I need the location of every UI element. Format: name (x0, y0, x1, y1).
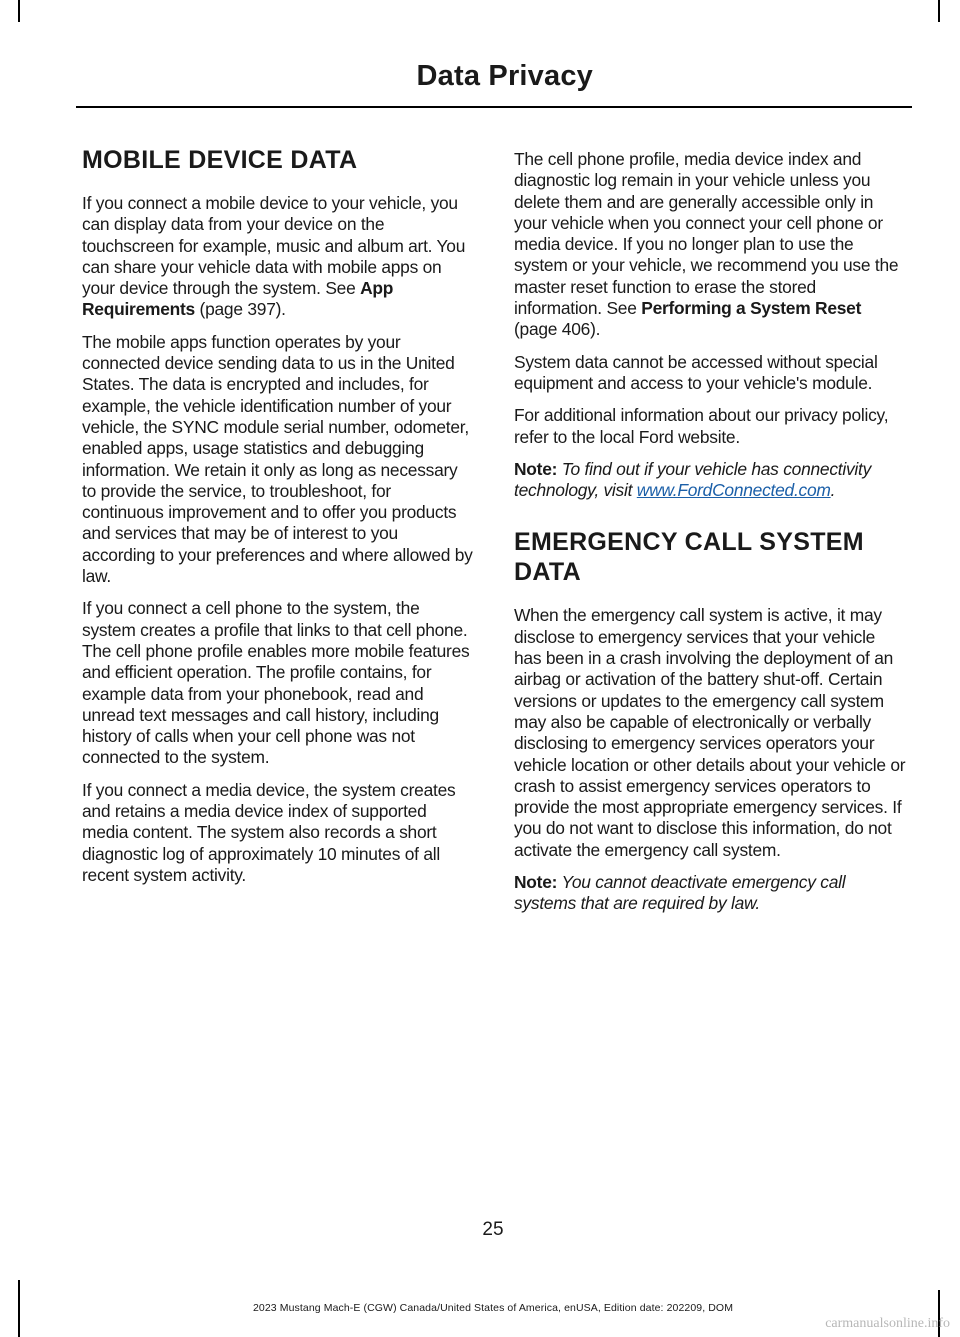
edition-footer: 2023 Mustang Mach-E (CGW) Canada/United States of America, enUSA, Edition date: 202209, DOM (252, 1302, 734, 1314)
heading-line: EMERGENCY CALL SYSTEM (514, 528, 864, 557)
paragraph-text: The cell phone profile, media device index and diagnostic log remain in your vehicle unless you delete them and are generally accessible only in your vehicle when you connect your cell phone or media device. If you no longer plan to use the system or your vehicle, we recommend you use the master reset function to erase the stored information. See (514, 149, 899, 319)
paragraph: When the emergency call system is active, it may disclose to emergency services that your vehicle has been in a crash involving the deployment of an airbag or activation of the battery shut-off. Certain versions or updates to the emergency call system may also be capable of electronically or verbally disclosing to emergency services operators your vehicle location or other details about your vehicle or crash to assist emergency services operators to provide the most appropriate emergency services. If you do not want to disclose this information, do not activate the emergency call system. (514, 605, 906, 860)
note-suffix: . (830, 480, 836, 501)
paragraph: System data cannot be accessed without special equipment and access to your vehicle's module. (514, 351, 878, 393)
paragraph (82, 193, 474, 321)
paragraph: If you connect a cell phone to the system, the system creates a profile that links to that cell phone. The cell phone profile enables more mobile features and efficient operation. The profile contains, for example data from your phonebook, read and unread text messages and call history, including history of calls when your cell phone was not connected to the system. (82, 598, 470, 768)
note-label: Note: (514, 458, 558, 479)
page-reference: (page 397). (194, 299, 286, 320)
header-divider (76, 106, 912, 108)
watermark: carmanualsonline.info (825, 1316, 950, 1331)
paragraph (514, 149, 906, 341)
paragraph: If you connect a media device, the system creates and retains a media device index of supported media content. The system also records a short diagnostic log of approximately 10 minutes of all recent system activity. (82, 779, 456, 885)
fordconnected-link[interactable]: www.FordConnected.com (636, 480, 831, 501)
note (514, 872, 906, 915)
section-heading-emergency-call-system-data (514, 527, 906, 587)
cross-reference-performing-system-reset[interactable]: Performing a System Reset (641, 298, 862, 319)
section-heading-mobile-device-data: MOBILE DEVICE DATA (82, 146, 358, 174)
page-reference: (page 406). (514, 319, 601, 340)
paragraph: The mobile apps function operates by your connected device sending data to us in the United States. The data is encrypted and includes, for example, the vehicle identification number of your vehicle, the SYNC module serial number, odometer, enabled apps, usage statistics and debugging information. We retain it only as long as necessary to provide the service, to troubleshoot, for continuous improvement and to offer you products and services that may be of interest to you according to your preferences and where allowed by law. (82, 331, 473, 587)
heading-line: DATA (514, 558, 581, 587)
crop-mark-top-right (938, 0, 940, 22)
right-column (514, 145, 906, 926)
note-text: You cannot deactivate emergency call systems that are required by law. (514, 872, 846, 914)
note (514, 459, 906, 502)
cross-reference-app-requirements[interactable]: App Requirements (82, 278, 394, 320)
note-text: To find out if your vehicle has connectivity technology, visit (514, 458, 872, 501)
note-label: Note: (514, 872, 558, 893)
page-number: 25 (482, 1219, 504, 1240)
left-column (82, 145, 474, 897)
page-header-title: Data Privacy (416, 60, 593, 92)
paragraph-text: If you connect a mobile device to your vehicle, you can display data from your device on the touchscreen for example, music and album art. You can share your vehicle data with mobile apps on your device through the system. See (82, 193, 466, 299)
paragraph: For additional information about our privacy policy, refer to the local Ford website. (514, 405, 889, 447)
crop-mark-top-left (18, 0, 20, 22)
